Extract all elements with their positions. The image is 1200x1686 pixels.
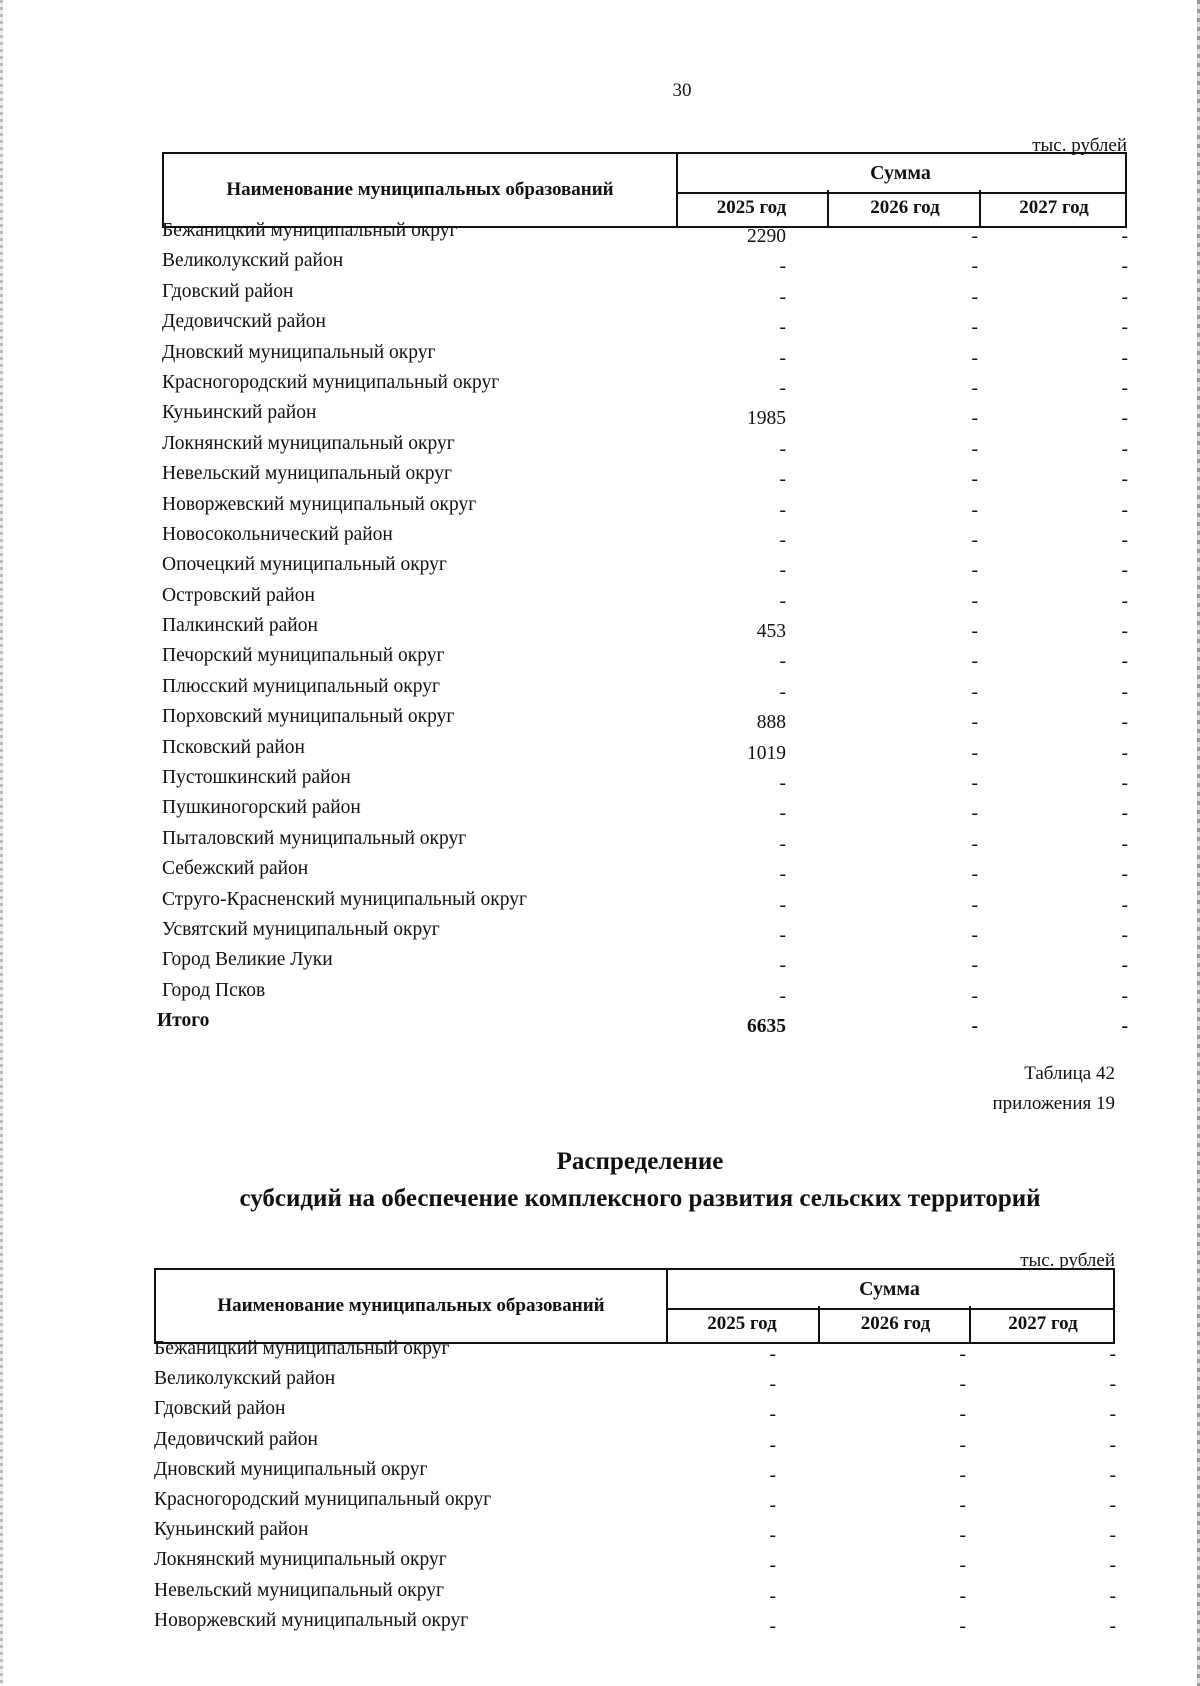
row-name: Порховский муниципальный округ	[162, 706, 455, 728]
row-name: Красногородский муниципальный округ	[154, 1488, 492, 1510]
value-2025: 1019	[747, 742, 786, 764]
value-2025: -	[769, 1344, 776, 1365]
value-2026: -	[971, 347, 978, 369]
value-2026: -	[959, 1615, 966, 1637]
value-2025: -	[769, 1585, 776, 1607]
value-2027: -	[1121, 712, 1128, 734]
value-2026: -	[959, 1555, 966, 1577]
value-2027: -	[1121, 773, 1128, 795]
value-2026: -	[959, 1434, 966, 1456]
table-row	[160, 370, 1128, 400]
row-name: Пыталовский муниципальный округ	[162, 827, 467, 849]
value-2025: -	[769, 1404, 776, 1426]
value-2027: -	[1109, 1464, 1116, 1486]
table-row	[160, 340, 1128, 370]
row-name: Опочецкий муниципальный округ	[162, 554, 447, 576]
value-2025: -	[769, 1374, 776, 1396]
table-row	[160, 735, 1128, 765]
page-number: 30	[672, 80, 692, 101]
value-2027: -	[1121, 1016, 1128, 1038]
value-2027: -	[1109, 1494, 1116, 1516]
section-title: Распределение	[556, 1148, 724, 1175]
value-2027: -	[1121, 529, 1128, 551]
table-row	[160, 643, 1128, 673]
value-2026: -	[959, 1494, 966, 1516]
value-2025: -	[779, 681, 786, 703]
value-2025: -	[779, 529, 786, 551]
value-2027: -	[1121, 894, 1128, 916]
row-name: Дедовичский район	[154, 1428, 318, 1450]
row-name: Великолукский район	[154, 1368, 336, 1390]
row-name: Печорский муниципальный округ	[162, 645, 445, 667]
table-header	[162, 152, 1127, 228]
value-2025: -	[779, 955, 786, 977]
table-header	[154, 1268, 1115, 1344]
row-name: Город Великие Луки	[162, 949, 333, 971]
value-2025: 888	[756, 712, 786, 734]
header-year-2027: 2027 год	[969, 1306, 1115, 1342]
table-row	[160, 978, 1128, 1008]
value-2026: -	[959, 1585, 966, 1607]
value-2025: -	[779, 560, 786, 582]
value-2026: -	[971, 773, 978, 795]
value-2026: -	[971, 256, 978, 278]
value-2027: -	[1109, 1404, 1116, 1426]
value-2025: -	[779, 590, 786, 612]
table-row	[160, 522, 1128, 552]
table-body	[152, 1336, 1116, 1638]
value-2025: -	[769, 1434, 776, 1456]
value-2026: -	[971, 590, 978, 612]
value-2025: -	[779, 985, 786, 1007]
value-2025: 2290	[747, 226, 786, 247]
row-name: Локнянский муниципальный округ	[162, 432, 455, 454]
row-name: Дновский муниципальный округ	[154, 1458, 428, 1480]
row-name: Куньинский район	[162, 402, 317, 424]
row-name: Гдовский район	[154, 1398, 286, 1420]
value-2027: -	[1121, 651, 1128, 673]
value-2027: -	[1121, 590, 1128, 612]
section-subtitle: субсидий на обеспечение комплексного развития сельских территорий	[239, 1185, 1041, 1212]
value-2026: -	[971, 803, 978, 825]
row-name: Плюсский муниципальный округ	[162, 675, 440, 697]
value-2025: -	[769, 1555, 776, 1577]
value-2027: -	[1121, 226, 1128, 247]
value-2026: -	[971, 712, 978, 734]
value-2027: -	[1121, 438, 1128, 460]
value-2026: -	[959, 1374, 966, 1396]
table-row	[160, 887, 1128, 917]
value-2027: -	[1109, 1344, 1116, 1365]
value-2026: -	[971, 499, 978, 521]
value-2026: -	[971, 864, 978, 886]
value-2027: -	[1121, 347, 1128, 369]
table-row	[160, 795, 1128, 825]
value-2026: -	[959, 1344, 966, 1365]
row-name: Итого	[157, 1010, 210, 1032]
row-name: Бежаницкий муниципальный округ	[162, 220, 458, 241]
row-name: Островский район	[162, 584, 315, 606]
row-name: Струго-Красненский муниципальный округ	[162, 888, 528, 910]
row-name: Дедовичский район	[162, 311, 326, 333]
value-2025: -	[769, 1525, 776, 1547]
value-2027: -	[1109, 1555, 1116, 1577]
value-2026: -	[971, 377, 978, 399]
row-name: Невельский муниципальный округ	[162, 463, 453, 485]
row-name: Локнянский муниципальный округ	[154, 1549, 447, 1571]
value-2026: -	[971, 894, 978, 916]
table-number: Таблица 42	[1024, 1063, 1115, 1084]
value-2027: -	[1109, 1434, 1116, 1456]
row-name: Палкинский район	[162, 615, 318, 637]
row-name: Псковский район	[162, 736, 305, 758]
value-2026: -	[971, 742, 978, 764]
table-row	[160, 856, 1128, 886]
row-name: Себежский район	[162, 858, 309, 880]
value-2027: -	[1109, 1374, 1116, 1396]
value-2027: -	[1109, 1525, 1116, 1547]
value-2025: -	[779, 347, 786, 369]
value-2026: -	[959, 1404, 966, 1426]
table-row	[152, 1396, 1116, 1426]
table-row	[160, 765, 1128, 795]
table-row	[160, 917, 1128, 947]
table-row	[160, 674, 1128, 704]
value-2026: -	[971, 1016, 978, 1038]
value-2025: -	[769, 1464, 776, 1486]
appendix-number: приложения 19	[992, 1093, 1115, 1114]
header-name-column: Наименование муниципальных образований	[156, 1270, 668, 1342]
value-2025: -	[779, 438, 786, 460]
value-2026: -	[971, 955, 978, 977]
row-name: Город Псков	[162, 979, 266, 1001]
value-2027: -	[1121, 985, 1128, 1007]
table-row	[160, 400, 1128, 430]
table-row	[160, 613, 1128, 643]
row-name: Усвятский муниципальный округ	[162, 918, 440, 940]
value-2025: -	[779, 651, 786, 673]
units-label: тыс. рублей	[1032, 135, 1127, 156]
value-2027: -	[1121, 955, 1128, 977]
value-2026: -	[971, 438, 978, 460]
header-sum: Сумма	[666, 1270, 1113, 1310]
table-row	[160, 947, 1128, 977]
table-row	[160, 552, 1128, 582]
header-year-2025: 2025 год	[707, 1313, 777, 1334]
value-2026: -	[971, 833, 978, 855]
table-row	[160, 218, 1128, 248]
table-row	[152, 1427, 1116, 1457]
value-2027: -	[1121, 317, 1128, 339]
table-row	[160, 583, 1128, 613]
value-2027: -	[1121, 803, 1128, 825]
value-2027: -	[1121, 560, 1128, 582]
value-2025: -	[779, 499, 786, 521]
value-2026: -	[971, 408, 978, 430]
table-row-total	[157, 1008, 1128, 1038]
header-sum: Сумма	[676, 154, 1125, 194]
value-2026: -	[959, 1525, 966, 1547]
row-name: Куньинский район	[154, 1519, 309, 1541]
row-name: Дновский муниципальный округ	[162, 341, 436, 363]
value-2026: -	[971, 924, 978, 946]
value-2025: -	[779, 894, 786, 916]
units-label: тыс. рублей	[1020, 1250, 1115, 1271]
row-name: Великолукский район	[162, 250, 344, 272]
value-2027: -	[1121, 833, 1128, 855]
header-year-2026: 2026 год	[827, 190, 981, 226]
table-row	[152, 1366, 1116, 1396]
value-2026: -	[971, 651, 978, 673]
value-2027: -	[1121, 469, 1128, 491]
scan-edge-left	[0, 0, 3, 1686]
value-2027: -	[1121, 408, 1128, 430]
value-2026: -	[971, 560, 978, 582]
table-body	[157, 218, 1128, 1039]
value-2027: -	[1121, 864, 1128, 886]
table-row	[160, 826, 1128, 856]
row-name: Красногородский муниципальный округ	[162, 371, 500, 393]
value-2027: -	[1121, 499, 1128, 521]
row-name: Новоржевский муниципальный округ	[154, 1609, 469, 1631]
header-name-column: Наименование муниципальных образований	[164, 154, 678, 226]
table-row	[160, 309, 1128, 339]
table-row	[160, 279, 1128, 309]
table-row	[152, 1578, 1116, 1608]
value-2025: -	[779, 803, 786, 825]
value-2027: -	[1109, 1615, 1116, 1637]
table-row	[152, 1547, 1116, 1577]
value-2025: -	[779, 833, 786, 855]
value-2026: -	[971, 286, 978, 308]
table-row	[152, 1487, 1116, 1517]
value-2025: -	[779, 317, 786, 339]
table-row	[160, 461, 1128, 491]
value-2025: -	[769, 1615, 776, 1637]
value-2025: -	[779, 773, 786, 795]
value-2027: -	[1121, 377, 1128, 399]
row-name: Новоржевский муниципальный округ	[162, 493, 477, 515]
table-row	[160, 431, 1128, 461]
table-row	[152, 1608, 1116, 1638]
value-2027: -	[1121, 924, 1128, 946]
value-2026: -	[971, 681, 978, 703]
value-2026: -	[971, 226, 978, 247]
row-name: Бежаницкий муниципальный округ	[154, 1338, 450, 1359]
row-name: Пустошкинский район	[162, 767, 351, 789]
value-2027: -	[1121, 621, 1128, 643]
value-2025: -	[779, 924, 786, 946]
value-2025: -	[779, 256, 786, 278]
table-row	[160, 704, 1128, 734]
value-2025: -	[779, 864, 786, 886]
header-year-2026: 2026 год	[818, 1306, 971, 1342]
value-2027: -	[1109, 1585, 1116, 1607]
value-2025: -	[769, 1494, 776, 1516]
table-row	[152, 1517, 1116, 1547]
table-row	[160, 248, 1128, 278]
row-name: Пушкиногорский район	[162, 797, 361, 819]
value-2026: -	[971, 529, 978, 551]
value-2025: -	[779, 469, 786, 491]
value-2026: -	[971, 317, 978, 339]
value-2025: 453	[756, 621, 786, 643]
value-2027: -	[1121, 681, 1128, 703]
value-2026: -	[971, 469, 978, 491]
value-2025: -	[779, 377, 786, 399]
value-2027: -	[1121, 742, 1128, 764]
row-name: Гдовский район	[162, 280, 294, 302]
row-name: Новосокольнический район	[162, 523, 393, 545]
row-name: Невельский муниципальный округ	[154, 1579, 445, 1601]
header-year-2027: 2027 год	[979, 190, 1127, 226]
header-year-2025: 2025 год	[716, 197, 787, 218]
value-2026: -	[971, 985, 978, 1007]
value-2027: -	[1121, 256, 1128, 278]
value-2026: -	[959, 1464, 966, 1486]
value-2025: 1985	[747, 408, 786, 430]
table-row	[152, 1457, 1116, 1487]
value-2027: -	[1121, 286, 1128, 308]
table-row	[160, 492, 1128, 522]
value-2025: -	[779, 286, 786, 308]
table-row	[152, 1336, 1116, 1366]
value-2025: 6635	[747, 1016, 786, 1038]
value-2026: -	[971, 621, 978, 643]
